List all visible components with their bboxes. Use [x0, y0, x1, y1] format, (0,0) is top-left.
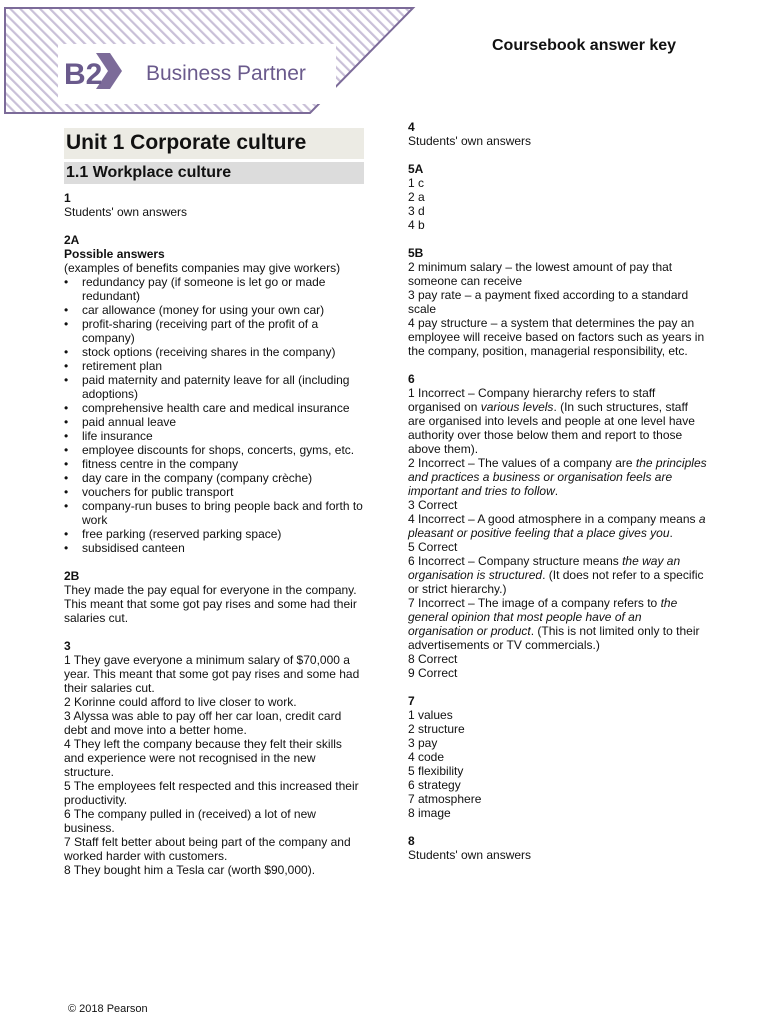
text-run: . (It does not refer to a specific or strict hierarchy.)	[408, 568, 704, 596]
question-number: 8	[408, 834, 415, 848]
text-run: . (This is not limited only to their advertisements or TV commercials.)	[408, 624, 700, 652]
list-item: • day care in the company (company crèche)	[82, 471, 364, 485]
copyright-footer: © 2018 Pearson	[68, 1003, 148, 1015]
answer-text: Students' own answers	[408, 848, 532, 862]
answer-line: 5 Correct	[408, 540, 458, 554]
text-run: .	[669, 526, 673, 540]
answer-3	[64, 639, 364, 877]
answer-2b	[64, 569, 364, 625]
answer-heading: Possible answers	[64, 247, 165, 261]
question-number: 6	[408, 372, 415, 386]
answer-5b	[408, 246, 708, 358]
answer-7	[408, 694, 708, 820]
emphasis: the principles and practices a business or organisation feels are important and tries to follow	[408, 456, 707, 498]
answer-line: 2 structure	[408, 722, 465, 736]
list-item: • stock options (receiving shares in the company)	[82, 345, 364, 359]
text-run: 4 Incorrect – A good atmosphere in a company means	[408, 512, 699, 526]
answer-line: 3 Correct	[408, 498, 458, 512]
question-number: 7	[408, 694, 415, 708]
benefits-list	[64, 275, 364, 555]
question-number: 1	[64, 191, 71, 205]
lesson-title: 1.1 Workplace culture	[64, 162, 364, 184]
question-number: 3	[64, 639, 71, 653]
question-number: 5B	[408, 246, 424, 260]
answer-line: 1 values	[408, 708, 453, 722]
answer-line	[408, 456, 708, 498]
list-item: • free parking (reserved parking space)	[82, 527, 364, 541]
answer-text: Students' own answers	[64, 205, 188, 219]
answer-line: 2 Korinne could afford to live closer to work.	[64, 695, 297, 709]
emphasis: the general opinion that most people have of an organisation or product	[408, 596, 678, 638]
answer-line: 3 d	[408, 204, 425, 218]
list-item: • paid maternity and paternity leave for all (including adoptions)	[82, 373, 364, 401]
answer-line: 4 pay structure – a system that determines the pay an employee will receive based on factors such as years in the company, position, managerial responsibility, etc.	[408, 316, 705, 358]
list-item: • vouchers for public transport	[82, 485, 364, 499]
unit-title: Unit 1 Corporate culture	[64, 128, 364, 159]
answer-line: 4 b	[408, 218, 425, 232]
text-run: .	[554, 484, 559, 498]
text-run: 7 Incorrect – The image of a company refers to	[408, 596, 661, 610]
answer-8	[408, 834, 708, 862]
answer-line: 8 They bought him a Tesla car (worth $90,000).	[64, 863, 316, 877]
list-item: • redundancy pay (if someone is let go or made redundant)	[82, 275, 364, 303]
answer-4	[408, 120, 708, 148]
answer-line: 1 c	[408, 176, 425, 190]
page-title: Coursebook answer key	[492, 37, 677, 54]
answer-line: 7 Staff felt better about being part of the company and worked harder with customers.	[64, 835, 351, 863]
answer-text: Students' own answers	[408, 134, 532, 148]
text-run: . (In such structures, staff are organised into levels and people at one level have authority over those below them and report to those above them).	[408, 400, 695, 456]
list-item: • fitness centre in the company	[82, 457, 364, 471]
list-item: • retirement plan	[82, 359, 364, 373]
text-run: 2 Incorrect – The values of a company are	[408, 456, 636, 470]
answer-2a	[64, 233, 364, 555]
text-run: 1 Incorrect – Company hierarchy refers to staff organised on	[408, 386, 656, 414]
list-item: • employee discounts for shops, concerts, gyms, etc.	[82, 443, 364, 457]
question-number: 4	[408, 120, 415, 134]
answer-line	[408, 554, 708, 596]
list-item: • company-run buses to bring people back and forth to work	[82, 499, 364, 527]
right-column	[408, 120, 708, 876]
question-number: 2B	[64, 569, 80, 583]
answer-line: 3 pay rate – a payment fixed according to a standard scale	[408, 288, 689, 316]
answer-line: 5 The employees felt respected and this increased their productivity.	[64, 779, 359, 807]
answer-line: 4 They left the company because they felt their skills and experience were not recognised in the new structure.	[64, 737, 342, 779]
left-column	[64, 128, 364, 891]
emphasis: various levels	[480, 400, 554, 414]
list-item: • profit-sharing (receiving part of the profit of a company)	[82, 317, 364, 345]
list-item: • car allowance (money for using your own car)	[82, 303, 364, 317]
answer-line: 6 strategy	[408, 778, 461, 792]
answer-line: 3 Alyssa was able to pay off her car loan, credit card debt and move into a better home.	[64, 709, 342, 737]
list-item: • life insurance	[82, 429, 364, 443]
text-run: 6 Incorrect – Company structure means	[408, 554, 623, 568]
question-number: 2A	[64, 233, 80, 247]
answer-line: 3 pay	[408, 736, 438, 750]
logo-text: Business Partner	[146, 62, 306, 85]
answer-line	[408, 512, 708, 540]
answer-1	[64, 191, 364, 219]
answer-line: 2 minimum salary – the lowest amount of pay that someone can receive	[408, 260, 673, 288]
answer-line: 9 Correct	[408, 666, 458, 680]
answer-intro: (examples of benefits companies may give workers)	[64, 261, 341, 275]
header-banner	[0, 0, 420, 118]
answer-text: They made the pay equal for everyone in the company. This meant that some got pay rises and some had their salaries cut.	[64, 583, 357, 625]
answer-line: 2 a	[408, 190, 425, 204]
list-item: • paid annual leave	[82, 415, 364, 429]
emphasis: the way an organisation is structured	[408, 554, 681, 582]
list-item: • comprehensive health care and medical insurance	[82, 401, 364, 415]
answer-line	[408, 596, 708, 652]
answer-line: 5 flexibility	[408, 764, 464, 778]
emphasis: a pleasant or positive feeling that a place gives you	[408, 512, 706, 540]
answer-line	[408, 386, 708, 456]
answer-6	[408, 372, 708, 680]
question-number: 5A	[408, 162, 424, 176]
answer-line: 7 atmosphere	[408, 792, 482, 806]
answer-line: 8 Correct	[408, 652, 458, 666]
answer-5a	[408, 162, 708, 232]
answer-line: 4 code	[408, 750, 445, 764]
logo-b2: B2	[64, 58, 103, 91]
answer-line: 6 The company pulled in (received) a lot of new business.	[64, 807, 316, 835]
list-item: • subsidised canteen	[82, 541, 364, 555]
answer-line: 8 image	[408, 806, 451, 820]
answer-line: 1 They gave everyone a minimum salary of $70,000 a year. This meant that some got pay rises and some had their salaries cut.	[64, 653, 360, 695]
